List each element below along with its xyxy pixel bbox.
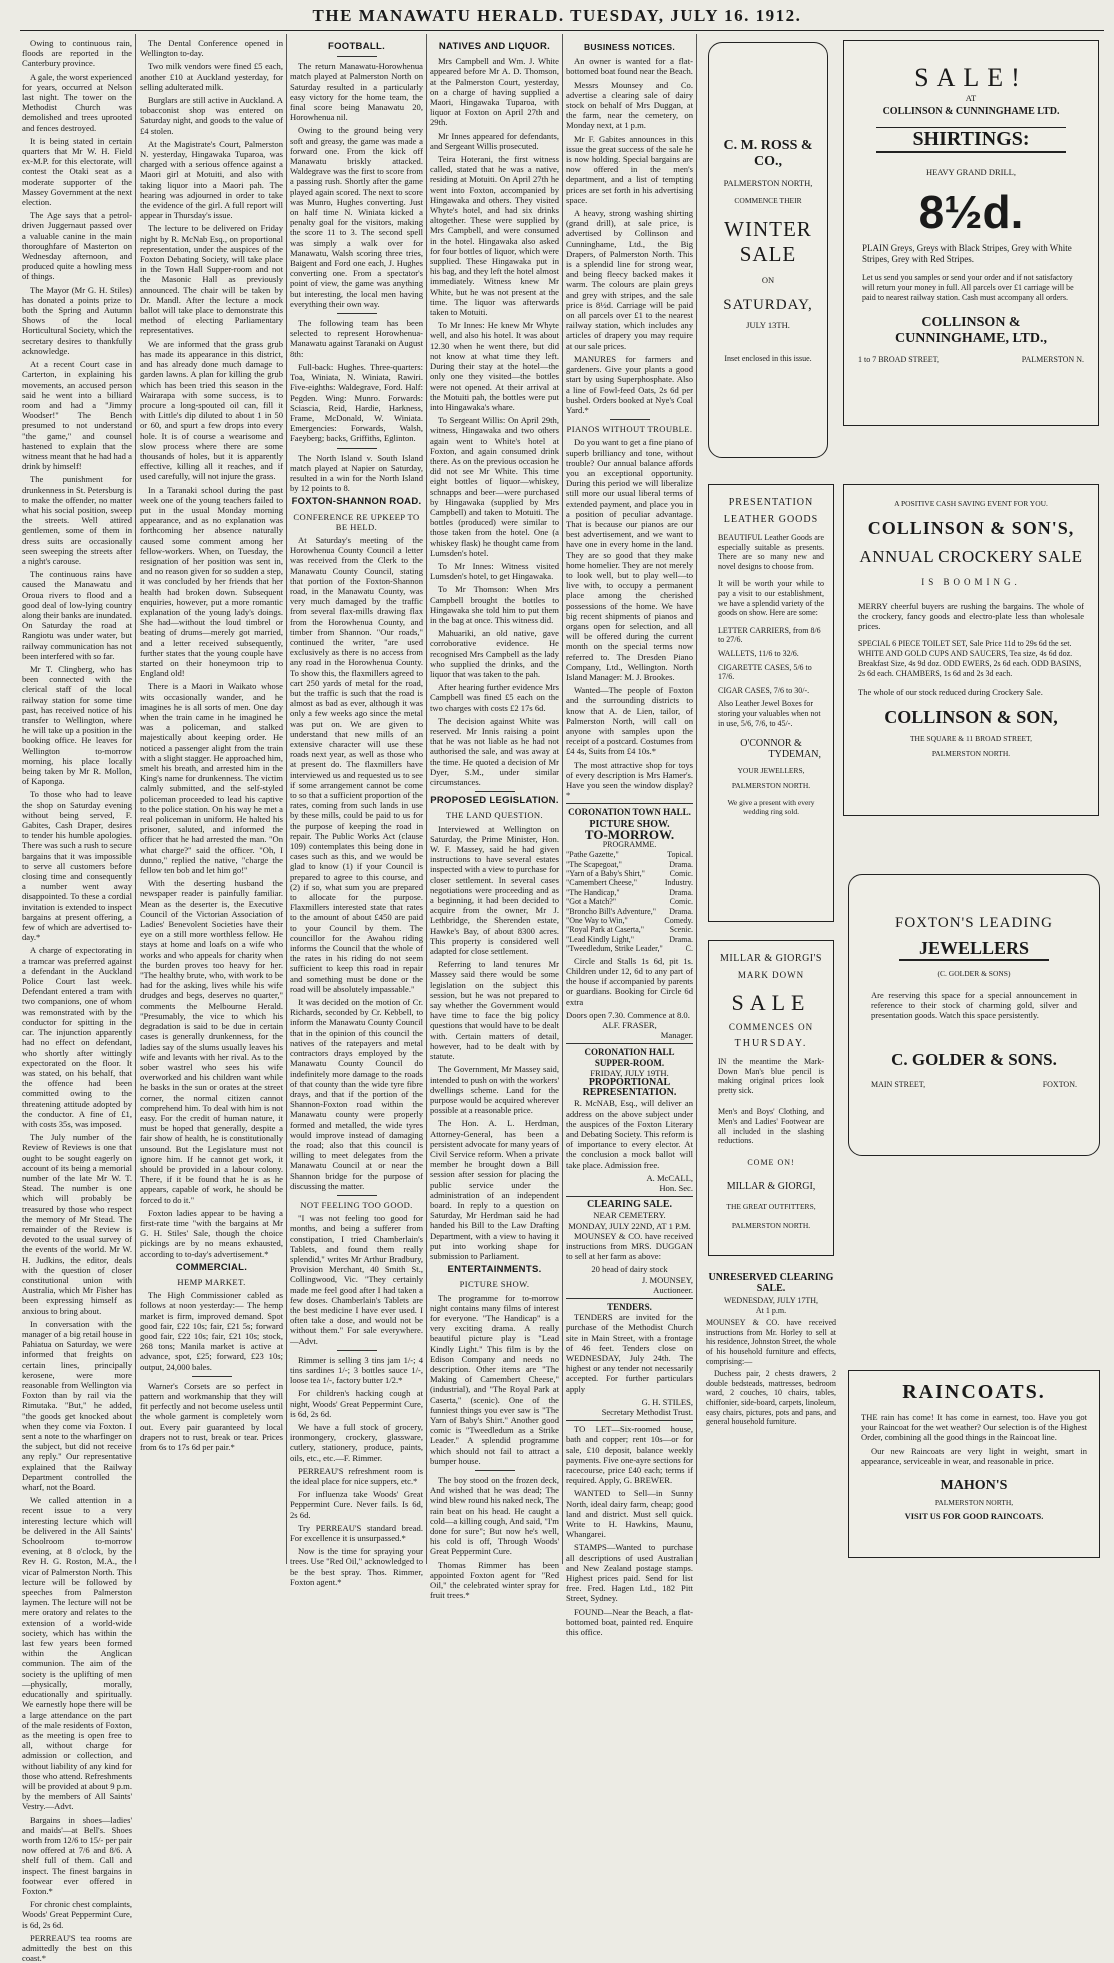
crockery-title: ANNUAL CROCKERY SALE: [859, 547, 1083, 566]
pres-firm-2: TYDEMAN,: [768, 749, 821, 761]
news-paragraph: Bargains in shoes—ladies' and maids'—at Bell's. Shoes worth from 12/6 to 15/- per pair now offered at 7/6 and 8/6. A shelf full of them. Call and inspect. The finest bargains in footwear ever offered in Foxton.*: [22, 1814, 132, 1896]
divider: [337, 1350, 377, 1351]
corsets-notice: Warner's Corsets are so perfect in pattern and workmanship that they will fit perfectly and not become useless until the whole garment is completely worn out. Every pair guaranteed by local drapers not to rust, break or tear. Prices from 6s to 17s 6d per pair.*: [140, 1380, 283, 1453]
ad-raincoats: [848, 1370, 1100, 1558]
legislation-paragraph: Interviewed at Wellington on Saturday, the Prime Minister, Hon. W. F. Massey, said he had given instructions to have several estates inspected with a view to purchase for closer settlement. In several cases negotiations were proceeding and as a beginning, it had been decided to acquire from the owner, Mr J. Lethbridge, the Sherenden estate, Hawke's Bay, of about 8300 acres. This property is considered well adapted for close settlement.: [430, 823, 559, 957]
column-2: [140, 38, 283, 1563]
farm-wanted-notice: WANTED to Sell—in Sunny North, ideal dairy farm, cheap; good land and district. Must sell quick. Write to H. Hawkins, Maunu, Whangarei.: [566, 1488, 693, 1540]
ross-date: JULY 13TH.: [746, 320, 790, 330]
news-paragraph: At the Magistrate's Court, Palmerston N. yesterday, Hingawaka Tuparoa, was charged with a serious offence against a Maori girl at Motuiti, and also with taking liquor into a Maori pah. The hearing was adjourned in order to take the evidence of the girl. A full report will appear in Thursday's issue.: [140, 138, 283, 221]
column-1: [22, 38, 133, 1963]
entertainment-paragraph: The programme for to-morrow night contains many films of interest for everyone. "The Handicap" is a very exciting drama. A really beautiful picture play is "Lead Kindly Light." This film is by the Edison Company and needs no description. Other items are "The Making of Camembert Cheese," (industrial), and "The Royal Park at Caserta," (scenic). One of the funniest things you ever saw is "The Yarn of Baby's Shirt." Another good comic is "Tweedledum as a Strike Leader." A splendid programme which should not fail to attract a bumper house.: [430, 1292, 559, 1466]
unreserved-items: Duchess pair, 2 chests drawers, 2 double bedsteads, mattresses, bedroom ward, 2 couches, 10 chairs, tables, chiffonier, side-board, carpets, linoleum, easy chairs, pictures, pots and pans, and general household furniture.: [706, 1369, 836, 1427]
firm-line-1: COLLINSON &: [921, 315, 1021, 330]
film-title: "Pathe Gazette,": [566, 850, 619, 860]
ad-millar-giorgi: [708, 940, 834, 1256]
golder-street: MAIN STREET,: [871, 1080, 926, 1089]
clearing-date: MONDAY, JULY 22ND, AT 1 P.M.: [568, 1220, 691, 1231]
stamps-notice: STAMPS—Wanted to purchase all descriptions of used Australian and New Zealand postage stamps. Highest prices paid. Send for list free. Fred. Hagen Ltd., 182 Pitt Street, Sydney.: [566, 1542, 693, 1604]
column-3: [290, 38, 423, 1587]
clearing-stock: 20 head of dairy stock: [591, 1264, 668, 1275]
shirtings-desc: HEAVY GRAND DRILL,: [926, 167, 1016, 177]
column-4: [430, 38, 560, 1601]
millar-commences: COMMENCES ON: [728, 1022, 814, 1032]
ross-place: PALMERSTON NORTH,: [723, 178, 813, 188]
football-paragraph: Owing to the ground being very soft and greasy, the game was made a forward one. From the kick off Manawatu briskly attacked. Waldegrave was the first to score from a passing rush. Shortly after the game played again scored. The next to score was Munro, Hughes converting. Just on half time N. Winiata kicked a penalty goal for the visitors, making the score 11 to 3. The second spell was simply a walk over for Manawatu, Walsh scoring three tries, Baigent and Ford one each, J. Hughes converting one. From a spectator's point of view, the game was anything but interesting, the local men having everything their own way.: [290, 125, 423, 309]
ad-cm-ross: [708, 42, 828, 458]
masthead: THE MANAWATU HERALD. TUESDAY, JULY 16. 1912.: [312, 6, 802, 25]
poem: The boy stood on the frozen deck, And wished that he was dead; The wind blew round his naked neck, The rain beat on his head. He caught a cold—a killing cough, And said, "I'm done for sure"; But now he's well, his cold is off, Through Woods' Great Peppermint Cure.: [430, 1475, 559, 1557]
tenders-sign: G. H. STILES,: [641, 1396, 693, 1407]
business-notices-heading: BUSINESS NOTICES.: [583, 42, 676, 52]
tenders-paragraph: TENDERS are invited for the purchase of the Methodist Church site in Main Street, with a frontage of 46 feet. Tenders close on WEDNESDAY, July 24th. The highest or any tender not necessarily accepted. For further particulars apply: [566, 1312, 693, 1394]
road-paragraph: At Saturday's meeting of the Horowhenua County Council a letter was received from the Clerk to the Manawatu County Council, stating that portion of the Foxton-Shannon road, in the Manawatu County, was very much damaged by the traffic from several flax-mills drawing flax from the Horowhenua County, and timber from Shannon. "Our roads," continued the writer, "are used exclusively as there is no access from any road in the Horowhenua County. To show this, the flaxmillers agreed to cart 250 yards of metal for the road, but the traffic is such that the road is almost as bad as ever, although it was only a few weeks ago since the metal was put on. We are given to understand that new mills of an extensive character will use these roads next year, as well as those who at present do. The flaxmillers have interviewed us and requested us to see if some arrangement cannot be come to so that a sufficient proportion of the rates, coming from such lands in use by these mills, could be paid to us for the purpose of keeping the road in repair. The Public Works Act (clause 109) contemplates this being done in cases such as this, and we would be glad to know (1) if your Council is prepared to agree to this course, and (2) if so, what sum you are prepared to allocate for the purpose. Flaxmillers interested state that rates to the amount of about £450 are paid to your Council by them. The councillor for the Awahou riding informs the Council that the whole of the rates in his riding do not seem sufficient to keep this road in repair and something must be done or the road will be absolutely impassable.": [290, 534, 423, 994]
programme-table: [566, 850, 693, 953]
news-paragraph: There is a Maori in Waikato whose wits occasionally wander, and he imagines he is all sorts of men. One day when the train came in he imagined he was a policeman, and stalked majestically about keeping order. He noticed a passenger alight from the train with a slight stagger. He approached him, smelt his breath, and arrested him in the King's name for drunkenness. The victim calmly submitted, and the self-styled policeman proceeded to lead his captive to the police station. On his way he met a real policeman in uniform. He halted his prisoner, saluted, and informed the officer that he had arrested the man. "On what charge?" said the officer. "Oh, I dunno," replied the native, "charge the fellow ten bob and let him go!": [140, 681, 283, 876]
leather-goods-item: LETTER CARRIERS, from 8/6 to 27/6.: [718, 625, 821, 645]
leather-goods-item: Also Leather Jewel Boxes for storing your valuables when not in use, 5/6, 7/6, to 45/-.: [718, 699, 821, 728]
shirtings-price: 8½d.: [918, 186, 1024, 238]
news-paragraph: The Dental Conference opened in Wellington to-day.: [140, 38, 283, 59]
pres-title-1: PRESENTATION: [728, 497, 814, 508]
supper-title: CORONATION HALL SUPPER-ROOM.: [584, 1047, 675, 1068]
court-paragraph: Mrs Campbell and Wm. J. White appeared before Mr A. D. Thomson, at the Palmerston Court, yesterday, on a charge of having supplied a Maori, Hingawaka Tuparoa, with liquor at Foxton on April 27th and 29th.: [430, 56, 559, 128]
clearing-paragraph: MOUNSEY & CO. have received instructions from MRS. DUGGAN to sell at her farm as above:: [566, 1230, 693, 1262]
divider: [337, 1195, 377, 1196]
raincoats-title: RAINCOATS.: [902, 1381, 1046, 1403]
news-paragraph: A charge of expectorating in a tramcar was preferred against a defendant in the Auckland Police Court last week. Defendant entered a tram with two companions, one of whom was remonstrated with by the conductor for spitting in the car. The injunction apparently had no effect on defendant, who shortly after wittingly expectorated on the floor. It was stated, on his behalf, that the offence had been committed owing to the threatening attitude adopted by the conductor. A fine of £1, with costs 35s, was imposed.: [22, 945, 132, 1129]
tailor-notice: Wanted—The people of Foxton and the surrounding districts to know that A. de Lien, tailor, of Palmerston North, will call on anyone with samples upon the receipt of a postcard. Costumes from £4 4s, Suits from £4 10s.*: [566, 685, 693, 757]
picture-show-heading: PICTURE SHOW.: [459, 1279, 530, 1290]
programme-row: [566, 907, 693, 916]
court-paragraph: To Mr Innes: Witness visited Lumsden's hotel, to get Hingawaka.: [430, 560, 559, 582]
news-paragraph: The continuous rains have caused the Manawatu and Oroua rivers to flood and a good deal of low-lying country along their banks are inundated. On Saturday the road at Rangiotu was under water, but railway communication has not been interfered with so far.: [22, 569, 133, 661]
film-title: "Got a Match?": [566, 897, 617, 907]
film-title: "One Way to Win,": [566, 916, 628, 926]
divider: [337, 56, 377, 57]
hemp-market-heading: HEMP MARKET.: [177, 1276, 246, 1287]
divider: [337, 313, 377, 314]
news-paragraph: We are informed that the grass grub has made its appearance in this district, and has already done much damage to garden lawns. A plan for killing the grub which has been tried this season in the Wairarapa with some success, is to procure a long-spouted oil can, fill it with Little's dip diluted to about 1 in 50 or 60, and spurt a few drops into every hole. It is of course a wearisome and slow process where there are some thousands of holes, but it is apparently effective, killing all it reaches, and if used carefully, will not injure the grass.: [140, 338, 283, 482]
film-title: "Royal Park at Caserta,": [566, 925, 645, 935]
golder-town: FOXTON.: [1042, 1080, 1077, 1089]
crockery-intro: MERRY cheerful buyers are rushing the bargains. The whole of the crockery, fancy goods and electro-plate less than wholesale prices.: [858, 601, 1084, 631]
sale-title: SALE!: [914, 63, 1028, 92]
unreserved-title: UNRESERVED CLEARING SALE.: [708, 1272, 834, 1294]
clearing-sign: J. MOUNSEY,: [641, 1274, 693, 1285]
programme-row: [566, 916, 693, 925]
nft-paragraph: "I was not feeling too good for months, and being a sufferer from constipation, I tried Chamberlain's Tablets, and found them really splendid," writes Mr Arthur Bradbury, Provision Merchant, 40 Smith St., Collingwood, Vic. "They certainly made me feel good after I had taken a few doses. Chamberlain's Tablets are the best medicine I have ever used. I often take a dose, and would not be without them." For sale everywhere.—Advt.: [290, 1213, 423, 1346]
ad-crockery: [843, 484, 1099, 816]
film-title: "The Scapegoat,": [566, 859, 622, 869]
divider: [475, 791, 515, 792]
firm-address: 1 to 7 BROAD STREET,: [858, 355, 939, 364]
legislation-paragraph: Referring to land tenures Mr Massey said there would be some legislation on the subject this session, but he was not prepared to say whether the Government would have time to face the big policy questions that would have to be dealt with. Certain matters of detail, however, had to be dealt with by statute.: [430, 959, 559, 1062]
court-paragraph: To Mr Innes: He knew Mr Whyte well, and also his hotel. It was about 12.30 when he went there, but did not know at what time they left. During their stay at the hotel—the only one they visited—the bottles were not opened. At their arrival at the Motuiti pah, the bottles were put into Hingawaka's whare.: [430, 320, 559, 412]
film-title: "Broncho Bill's Adventure,": [566, 906, 656, 916]
film-genre: Drama.: [669, 859, 693, 869]
pres-intro: BEAUTIFUL Leather Goods are especially suitable as presents. There are so many new and novel designs to choose from.: [718, 533, 824, 571]
firm-town: PALMERSTON N.: [1021, 355, 1084, 364]
sale-firm: COLLINSON & CUNNINGHAME LTD.: [882, 106, 1060, 117]
film-genre: Drama.: [669, 934, 693, 944]
court-paragraph: After hearing further evidence Mrs Campbell was fined £5 each on the two charges with costs £2 17s 6d.: [430, 682, 559, 713]
millar-role: THE GREAT OUTFITTERS,: [726, 1201, 816, 1211]
court-paragraph: Mahuariki, an old native, gave corroborative evidence. He recognised Mrs Campbell as the lady who supplied the drinks, and the liquor that was taken to the pah.: [430, 628, 559, 679]
golder-title: FOXTON'S LEADING: [894, 915, 1053, 931]
nft-heading: NOT FEELING TOO GOOD.: [300, 1199, 413, 1210]
court-paragraph: The decision against White was reserved. Mr Innis raising a point that he was not liable as he had not authorised the sale, and was away at the time. He quoted a decision of Mr Dyer, S.M., under similar circumstances.: [430, 715, 559, 788]
news-paragraph: The July number of the Review of Reviews is one that ought to be sought eagerly on account of its being a memorial number of the late Mr W. T. Stead. The number is one which will probably be treasured by those who respect the memory of Mr Stead. The remainder of the Review is devoted to the usual survey of the events of the world. Mr W. H. Judkins, the editor, deals with the question of closer constitutional union with Australia, which Mr Fisher has been expressing himself as anxious to bring about.: [22, 1132, 132, 1316]
crockery-firm-big: COLLINSON & SON,: [884, 707, 1058, 727]
short-notice: PERREAU'S refreshment room is the ideal place for nice suppers, etc.*: [290, 1465, 423, 1487]
golder-title-2: JEWELLERS: [899, 938, 1049, 961]
short-notice: For influenza take Woods' Great Peppermint Cure. Never fails. Is 6d, 2s 6d.: [290, 1489, 423, 1520]
hemp-report: The High Commissioner cabled as follows at noon yesterday:— The hemp market is firm, improved demand. Spot good fair, £22 10s; fair, £21 5s; forward good fair, £22 10s; fair, £21 10s; stock, 268 tons; Manila market is active at advance, spot, £25; forward, £23 10s; output, 24,000 bales.: [140, 1290, 283, 1372]
manager-role: Manager.: [660, 1030, 693, 1041]
crockery-address: THE SQUARE & 11 BROAD STREET,: [909, 734, 1033, 743]
business-notice: Messrs Mounsey and Co. advertise a clearing sale of dairy stock on behalf of Mrs Duggan, at the farm, near the cemetery, on Monday next, at 1 p.m.: [566, 79, 693, 131]
football-heading: FOOTBALL.: [327, 41, 386, 52]
pianos-paragraph: Do you want to get a fine piano of superb brilliancy and tone, without trouble? Our annual balance affords you an exceptional opportunity. During this period we will liberalize still more our usual liberal terms of extended payment, and place you in a position of peculiar advantage. That is because our pianos are our best advertisement, and we want to have one in every home in the land. They are so good that they make home homelier. They are not merely to look well, but to play well—to live with, to occupy a permanent place among the cherished possessions of the home. We have big recent shipments of pianos and organs open for selection, and all will be offered during the current month on the special terms now referred to. The Dresden Piano Company, Ltd., Wellington. North Island Manager: M. J. Brookes.: [566, 437, 693, 682]
ross-name: C. M. ROSS & CO.,: [723, 138, 813, 169]
business-notice: A heavy, strong washing shirting (grand drill), at sale price, is advertised by Collinson and Cunninghame, Ltd., the Big Drapers, of Palmerston North. This is a splendid line for strong wear, and being fleecy backed makes it warm. The colours are plain greys and grey with stripes, and the sale price is 8½d. Carriage will be paid on all parcels over £1 to the nearest railway station, which includes any articles of drapery you may require at our sale prices.: [566, 208, 693, 351]
news-paragraph: To those who had to leave the shop on Saturday evening without being served, F. Gabites, Cash Draper, desires to tender his humble apologies. There was such a rush to secure bargains that it was impossible to serve all customers before closing time and consequently a number went away disappointed. To these a cordial invitation is extended to inspect bargains at present offering, a few of which are advertised to-day.*: [22, 789, 132, 943]
ad-presentation: [708, 484, 834, 922]
short-notice: For children's hacking cough at night, Woods' Great Peppermint Cure, is 6d, 2s 6d.: [290, 1388, 423, 1419]
news-paragraph: Foxton ladies appear to be having a first-rate time "with the bargains at Mr G. H. Stiles' Sale, though the choice pickings are by no means exhausted, according to to-day's advertisement.*: [140, 1207, 283, 1259]
tenders-sign-role: Secretary Methodist Trust.: [601, 1407, 693, 1418]
unreserved-date: WEDNESDAY, JULY 17TH,: [723, 1296, 818, 1305]
film-genre: Industry.: [664, 878, 693, 888]
news-paragraph: Owing to continuous rain, floods are reported in the Canterbury province.: [22, 38, 132, 69]
millar-place: PALMERSTON NORTH.: [731, 1220, 811, 1230]
clearing-sub: NEAR CEMETERY.: [593, 1210, 666, 1221]
millar-title-1: MILLAR & GIORGI'S: [720, 953, 822, 964]
column-5: [566, 38, 693, 1638]
ad-golder: [848, 874, 1100, 1156]
millar-sale: SALE: [731, 990, 811, 1015]
programme-row: [566, 897, 693, 906]
programme-row: [566, 935, 693, 944]
tomorrow-title: TO-MORROW.: [584, 826, 675, 842]
millar-come: COME ON!: [747, 1157, 795, 1167]
film-genre: Drama.: [669, 906, 693, 916]
programme-row: [566, 944, 693, 953]
divider: [610, 419, 650, 420]
court-paragraph: Teira Hoterani, the first witness called, stated that he was a native, residing at Motuiti. On April 27th he went into Foxton, accompanied by Hingawaka and others. They visited Whyte's hotel, and had six drinks altogether. These were supplied by Mrs Campbell, and were consumed in the hotel. Hingawaka also asked for four bottles of liquor, which were supplied. These Hingawaka put in his bag, and they left the hotel almost immediately. Witness knew Mr White, but he was not present at the time. The liquor was afterwards taken to Motuiti.: [430, 154, 559, 318]
ross-inset: Inset enclosed in this issue.: [724, 354, 812, 363]
legislation-heading: PROPOSED LEGISLATION.: [430, 795, 559, 807]
ross-sale: SALE: [739, 242, 797, 266]
legislation-paragraph: The Hon. A. L. Herdman, Attorney-General, has been a persistent advocate for many years of Civil Service reform. When a private member he brought down a Bill session after session for placing the public service under the administration of an independent board. In reply to a question on Saturday, Mr Herdman said he had handed his Bill to the Law Drafting Department, with a view to having it put into working shape for submission to Parliament.: [430, 1118, 559, 1261]
clearing-title: CLEARING SALE.: [586, 1199, 673, 1211]
programme-row: [566, 878, 693, 887]
news-paragraph: The lecture to be delivered on Friday night by R. McNab Esq., on proportional representation, under the auspices of the Foxton Debating Society, will take place in the Town Hall Supper-room and not the Masonic Hall as previously announced. The chair will be taken by Dr. Mandl. After the lecture a mock ballot will take place to demonstrate this method of electing Parliamentary representatives.: [140, 223, 283, 336]
news-paragraph: Burglars are still active in Auckland. A tobacconist shop was entered on Saturday night, and goods to the value of £4 stolen.: [140, 95, 283, 136]
divider: [192, 1376, 232, 1377]
supper-date: FRIDAY, JULY 19TH.: [590, 1067, 669, 1078]
column-rule: [562, 34, 563, 1564]
firm-line-2: CUNNINGHAME, LTD.,: [895, 331, 1047, 346]
sale-at: AT: [965, 93, 977, 103]
prices-paragraph: Circle and Stalls 1s 6d, pit 1s. Children under 12, 6d to any part of the house if accompanied by parents or guardians. Booking for Circle 6d extra: [566, 955, 693, 1007]
programme-row: [566, 925, 693, 934]
doors-line: Doors open 7.30. Commence at 8.0.: [566, 1009, 690, 1020]
news-paragraph: The Mayor (Mr G. H. Stiles) has donated a points prize to both the Spring and Autumn Shows of the local Horticultural Society, which the secretary desires to thankfully acknowledge.: [22, 284, 132, 356]
pr-paragraph: R. McNAB, Esq., will deliver an address on the above subject under the auspices of the Foxton Literary and Debating Society. This reform is of importance to every elector. At the conclusion a mock ballot will take place. Admission free.: [566, 1098, 693, 1170]
film-title: "The Handicap,": [566, 887, 620, 897]
film-genre: Topical.: [667, 850, 693, 860]
news-paragraph: For chronic chest complaints, Woods' Great Peppermint Cure, is 6d, 2s 6d.: [22, 1899, 132, 1930]
shirtings-colours: PLAIN Greys, Greys with Black Stripes, Grey with White Stripes, Grey with Red Stripes.: [862, 243, 1072, 264]
film-genre: Comedy.: [664, 916, 693, 926]
raincoats-place: PALMERSTON NORTH,: [934, 1498, 1014, 1507]
news-paragraph: PERREAU'S tea rooms are admittedly the best on this coast.*: [22, 1932, 132, 1963]
toys-notice: The most attractive shop for toys of every description is Mrs Hamer's. Have you seen the window display?*: [566, 759, 693, 801]
column-rule: [696, 34, 697, 1564]
unreserved-sale: [706, 1272, 836, 1430]
ross-day: SATURDAY,: [723, 297, 813, 313]
news-paragraph: In conversation with the manager of a big retail house in Pahiatua on Saturday, we were informed that freights on certain lines, principally kerosene, were more reasonable from Wellington via Foxton than by rail via the Rimutaka. "But," he added, "the goods get knocked about when they come via Foxton. I sent a note to the wharfinger on the subject, but did not receive any reply." Our representative explained that the Railway Department controlled the wharf, not the Board.: [22, 1318, 132, 1493]
golder-sub: (C. GOLDER & SONS): [937, 969, 1011, 978]
golder-firm: C. GOLDER & SONS.: [891, 1050, 1057, 1069]
news-paragraph: The Age says that a petrol-driven Juggernaut passed over a valuable canine in the main thoroughfare of Masterton on Wednesday afternoon, and produced quite a howling mess of things.: [22, 210, 132, 282]
film-genre: Comic.: [669, 897, 693, 907]
crockery-reduced: The whole of our stock reduced during Crockery Sale.: [858, 687, 1043, 697]
road-paragraph: It was decided on the motion of Cr. Richards, seconded by Cr. Kebbell, to inform the Manawatu County Council that in the opinion of this council the natives of the ratepayers and metal contractors drays employed by the Manawatu County Council do indefinitely more damage to the roads of that county than the wide tyre fibre drays, and that if the portion of the Shannon-Foxton road within the Manawatu county were properly formed and metalled, the wide tyres would improve instead of damaging the road; also that this council is willing to meet delegates from the Manawatu Council at or near the Shannon bridge for the purpose of discussing the matter.: [290, 997, 423, 1191]
road-subheading: CONFERENCE RE UPKEEP TO BE HELD.: [293, 511, 420, 532]
column-rule: [135, 34, 136, 1564]
divider: [475, 1470, 515, 1471]
leather-goods-item: CIGARETTE CASES, 5/6 to 17/6.: [718, 662, 812, 682]
raincoats-visit: VISIT US FOR GOOD RAINCOATS.: [904, 1511, 1044, 1521]
programme-row: [566, 860, 693, 869]
film-title: "Yarn of a Baby's Shirt,": [566, 869, 645, 879]
film-title: "Lead Kindly Light,": [566, 934, 635, 944]
film-genre: C.: [685, 944, 693, 954]
programme-label: PROGRAMME.: [602, 840, 657, 850]
raincoats-firm: MAHON'S: [940, 1478, 1008, 1493]
crockery-firm: COLLINSON & SON'S,: [867, 518, 1075, 538]
court-paragraph: To Mr Thomson: When Mrs Campbell brought the bottles to Hingawaka she told him to put them in the bag at once. This witness did.: [430, 584, 559, 625]
millar-firm: MILLAR & GIORGI,: [726, 1180, 816, 1192]
news-paragraph: Mr T. Clingberg, who has been connected with the clerical staff of the local railway station for some time past, has received notice of his transfer to Wellington, where he will take up a position in the booking office. He leaves for Wellington to-morrow morning, his place locally being taken by Mr R. Mollon, of Kaponga.: [22, 663, 132, 787]
millar-title-2: MARK DOWN: [737, 970, 805, 980]
short-notice: Try PERREAU'S standard bread. For excellence it is unsurpassed.*: [290, 1522, 423, 1544]
crockery-items: SPECIAL 6 PIECE TOILET SET, Sale Price 11d to 29s 6d the set. WHITE AND GOLD CUPS AND SAUCERS, Tea size, 4s 6d doz. Breakfast Size, 4s 9d doz. ODD EWERS, 2s 6d each. ODD BASINS, 2s 6d each. CHAMBERS, 1s 6d and 2s 3d each.: [858, 639, 1082, 678]
pianos-heading: PIANOS WITHOUT TROUBLE.: [566, 424, 693, 435]
road-heading: FOXTON-SHANNON ROAD.: [291, 496, 422, 508]
pres-title-2: LEATHER GOODS: [723, 514, 819, 525]
millar-day: THURSDAY.: [734, 1038, 808, 1049]
coronation-title: CORONATION TOWN HALL.: [568, 807, 691, 818]
manager-name: ALF. FRASER,: [602, 1019, 657, 1030]
leather-goods-item: CIGAR CASES, 7/6 to 30/-.: [718, 685, 810, 695]
picture-show-title: PICTURE SHOW.: [589, 818, 670, 830]
news-paragraph: At a recent Court case in Carterton, in explaining his movements, an accused person said he went into a billiard room and had a "Jimmy Woodser!" The Bench presumed to not understand "the game," and counsel hastened to explain that the witness meant that he had had a drink by himself!: [22, 359, 132, 472]
pres-place: PALMERSTON NORTH.: [731, 781, 811, 791]
film-title: "Tweedledum, Strike Leader,": [566, 944, 663, 954]
commercial-heading: COMMERCIAL.: [175, 1261, 248, 1273]
film-genre: Comic.: [669, 869, 693, 879]
news-paragraph: With the deserting husband the newspaper reader is painfully familiar. Mean as the deserter is, the Executive Council of the Victorian Association of Ladies' Benevolent Societies have their eye on a still more worthless fellow. He stays at home and loafs on a wife who works and who appeals for charity when the burden proves too heavy for her. "The healthy brute, who, with work to be had for the asking, lives while his wife drudges and begs, deserves no quarter," comments the Melbourne Herald. "Presumably, the vice to which his degradation is said to be due in certain cases is generally drunkenness, for the ladies say of the slums usually leaves his wife and levants with her rival. As to the sober wastrel who sees his wife overworked and his children want while he basks in the sun or orates at the street corner, the normal citizen cannot comprehend him. To deal with him is not easy. For the credit of human nature, it must be hoped that generally, despite a fair show of health, he is constitutionally unsound. But the Legislature must not ignore him. If he cannot get work, it should be provided in a labour colony. There, if it be found that he is as he appears, capable of work, he should be forced to do it.": [140, 878, 283, 1205]
crockery-booming: IS BOOMING.: [921, 577, 1021, 587]
raincoats-body-2: Our new Raincoats are very light in weight, smart in appearance, serviceable in wear, and reasonable in price.: [861, 1446, 1087, 1466]
divider: [337, 448, 377, 449]
team-intro: The following team has been selected to represent Horowhenua-Manawatu against Taranaki on August 8th:: [290, 318, 423, 359]
red-oil-notice: Thomas Rimmer has been appointed Foxton agent for "Red Oil," the celebrated winter spray for fruit trees.*: [430, 1559, 559, 1601]
pres-visit: It will be worth your while to pay a visit to our establishment, we have a splendid variety of the goods on show. Here are some:: [718, 579, 824, 618]
programme-row: [566, 869, 693, 878]
film-genre: Drama.: [669, 887, 693, 897]
film-genre: Scenic.: [669, 925, 693, 935]
football-paragraph: The return Manawatu-Horowhenua match played at Palmerston North on Saturday resulted in a particularly easy victory for the home team, the final score being Manawatu 20, Horowhenua nil.: [290, 61, 423, 123]
column-rule: [426, 34, 427, 1564]
programme-row: [566, 888, 693, 897]
news-paragraph: We called attention in a recent issue to a very interesting lecture which will be delivered in the All Saints' Schoolroom to-morrow evening, at 8 o'clock, by the Rev H. G. Roston, M.A., the vicar of Palmerston North. This lecture will be followed by speeches from Palmerston laymen. The lecture will not be mere oratory and relates to the extension of a world-wide society, which has within the last few years been formed within the Anglican communion. The aim of the society is the uplifting of men—physically, morally, educationally and spiritually. We earnestly hope there will be a large attendance on the part of the male residents of Foxton, as the meeting is open free to all, without charge for admission or collection, and without liability of any kind for those who attend. Refreshments will be provided at about 9 p.m. by the members of All Saints' Vestry.—Advt.: [22, 1495, 132, 1812]
found-notice: FOUND—Near the Beach, a flat-bottomed boat, painted red. Enquire this office.: [566, 1606, 693, 1638]
news-paragraph: The punishment for drunkenness in St. Petersburg is to make the offender, no matter what his social position, sweep the streets. Well attired gentlemen, some of them in dress suits are occasionally seen sweeping the streets after a night's carouse.: [22, 474, 132, 566]
pres-firm-1: O'CONNOR &: [740, 738, 802, 750]
business-notice: MANURES for farmers and gardeners. Give your plants a good start by using Superphosphate. Also a line of Fowl-feed Oats, 2s 6d per bushel. Orders booked at Nye's Coal Yard.*: [566, 353, 693, 415]
legislation-paragraph: The Government, Mr Massey said, intended to push on with the workers' dwellings scheme. Land for the purpose would be acquired wherever possible at a reasonable price.: [430, 1064, 560, 1116]
clearing-sign-role: Auctioneer.: [653, 1284, 693, 1295]
news-paragraph: Two milk vendors were fined £5 each, another £10 at Auckland yesterday, for selling adulterated milk.: [140, 61, 283, 92]
court-paragraph: To Sergeant Willis: On April 29th, witness, Hingawaka and two others again went to White's hotel at Foxton, and again consumed drink there. As on the previous occasion he did not see Mr White. This time eight bottles of liquor—whiskey, schnapps and beer—were purchased by Hingawaka (supplied by Mrs Campbell) and taken to Motuiti. The bottles (produced) were similar to those taken from the hotel. One (a whiskey flask) he thought came from Lumsden's hotel.: [430, 415, 559, 558]
team-list: Full-back: Hughes. Three-quarters: Toa, Winiata, N. Winiata, Rawiri. Five-eighths: Waldegrave, Ford. Half: Pegden. Wing: Munro. Forwards: Sciascia, Reid, Hardie, Harkness, Frame, McDonald, W. Winiata. Emergencies: Forwards, Walsh, Faeyberg; backs, Griffiths, Eglinton.: [290, 361, 423, 444]
unreserved-time: At 1 p.m.: [755, 1305, 787, 1315]
short-notice: We have a full stock of grocery, ironmongery, crockery, glassware, cutlery, stationery, produce, paints, oils, etc., etc.—F. Rimmer.: [290, 1422, 423, 1463]
news-paragraph: In a Taranaki school during the past week one of the young teachers failed to put in the usual Monday morning appearance, and as no explanation was forthcoming her absence naturally caused some comment among her fellow-workers. When, on Tuesday, the resignation of her position was sent in, and no reason given for so sudden a step, it was concluded by her friends that her health had broken down. Subsequent enquiries, however, put a more romantic explanation of the young lady's doings. She had—without the loud timbrel or beating of drums—merely got married, and a letter received subsequently, further states that the young couple have started on their honeymoon trip to England old!: [140, 484, 283, 679]
short-notice: Rimmer is selling 3 tins jam 1/-; 4 tins sardines 1/-; 3 bottles sauce 1/-, loose tea 1/-, factory butter 1/2.*: [290, 1354, 423, 1386]
news-paragraph: A gale, the worst experienced for years, occurred at Nelson last night. The tower on the Methodist Church was demolished and trees uprooted and fences destroyed.: [22, 71, 132, 133]
tenders-title: TENDERS.: [607, 1302, 652, 1312]
millar-body: IN the meantime the Mark-Down Man's blue pencil is making original prices look pretty sick.: [718, 1057, 824, 1095]
pres-gift: We give a present with every wedding ring sold.: [727, 798, 815, 817]
unreserved-body: MOUNSEY & CO. have received instructions from Mr. Horley to sell at his residence, Johnston Street, the whole of his household furniture and effects, comprising:—: [706, 1318, 836, 1366]
golder-body: Are reserving this space for a special announcement in reference to their stock of charming gold, silver and presentation goods. Watch this space persistently.: [871, 990, 1077, 1020]
business-notice: Mr F. Gabites announces in this issue the great success of the sale he is now holding. Special bargains are now offered in the men's department, and a list of tempting prices are set forth in his advertising space.: [566, 133, 693, 205]
short-notice: Now is the time for spraying your trees. Use "Red Oil," acknowledged to be the best spray. Thos. Rimmer, Foxton agent.*: [290, 1546, 423, 1587]
crockery-town: PALMERSTON NORTH.: [931, 749, 1011, 758]
natives-heading: NATIVES AND LIQUOR.: [438, 41, 551, 52]
ross-winter: WINTER: [724, 217, 812, 241]
entertainments-heading: ENTERTAINMENTS.: [447, 1264, 542, 1276]
shirtings-note: Let us send you samples or send your order and if not satisfactory will return your money in full. All parcels over £1 carriage will be paid to nearest railway station. Cash must accompany all orders.: [862, 273, 1074, 302]
pres-role: YOUR JEWELLERS,: [737, 766, 805, 776]
business-notice: An owner is wanted for a flat-bottomed boat found near the Beach.: [566, 56, 693, 77]
pr-sign: A. McCALL,: [646, 1172, 693, 1183]
pr-sign-role: Hon. Sec.: [659, 1182, 693, 1193]
ad-collinson-sale: [843, 40, 1099, 426]
programme-row: [566, 850, 693, 859]
film-title: "Camembert Cheese,": [566, 878, 637, 888]
masthead-rule: [20, 30, 1104, 31]
to-let-notice: TO LET—Six-roomed house, bath and copper; rent 10s—or for sale, £10 deposit, balance weekly payments. Five one-ayre sections for racecourse, price £40 each; terms if required. Apply, G. BREWER.: [566, 1424, 693, 1486]
column-rule: [286, 34, 287, 1564]
north-south-result: The North Island v. South Island match played at Napier on Saturday, resulted in a win for the North Island by 12 points to 8.: [290, 452, 423, 494]
pr-heading: PROPORTIONAL REPRESENTATION.: [582, 1076, 677, 1099]
ross-commence: COMMENCE THEIR: [734, 196, 802, 205]
crockery-top: A POSITIVE CASH SAVING EVENT FOR YOU.: [894, 499, 1048, 508]
court-paragraph: Mr Innes appeared for defendants, and Sergeant Willis prosecuted.: [430, 130, 559, 151]
ross-on: ON: [761, 275, 775, 285]
news-paragraph: It is being stated in certain quarters that Mr W. H. Field ex-M.P. for this electorate, will contest the Otaki seat as a moderate supporter of the Massey Government at the next election.: [22, 135, 132, 208]
leather-goods-item: WALLETS, 11/6 to 32/6.: [718, 648, 799, 658]
shirtings-title: SHIRTINGS:: [876, 127, 1066, 153]
millar-men: Men's and Boys' Clothing, and Men's and Ladies' Footwear are all included in the slashing reductions.: [718, 1107, 824, 1146]
raincoats-body: THE rain has come! It has come in earnest, too. Have you got your Raincoat for the wet weather? Our selection is of the Highest Order, combining all the good things in the Raincoat line.: [861, 1412, 1087, 1442]
land-question-heading: THE LAND QUESTION.: [445, 810, 544, 821]
